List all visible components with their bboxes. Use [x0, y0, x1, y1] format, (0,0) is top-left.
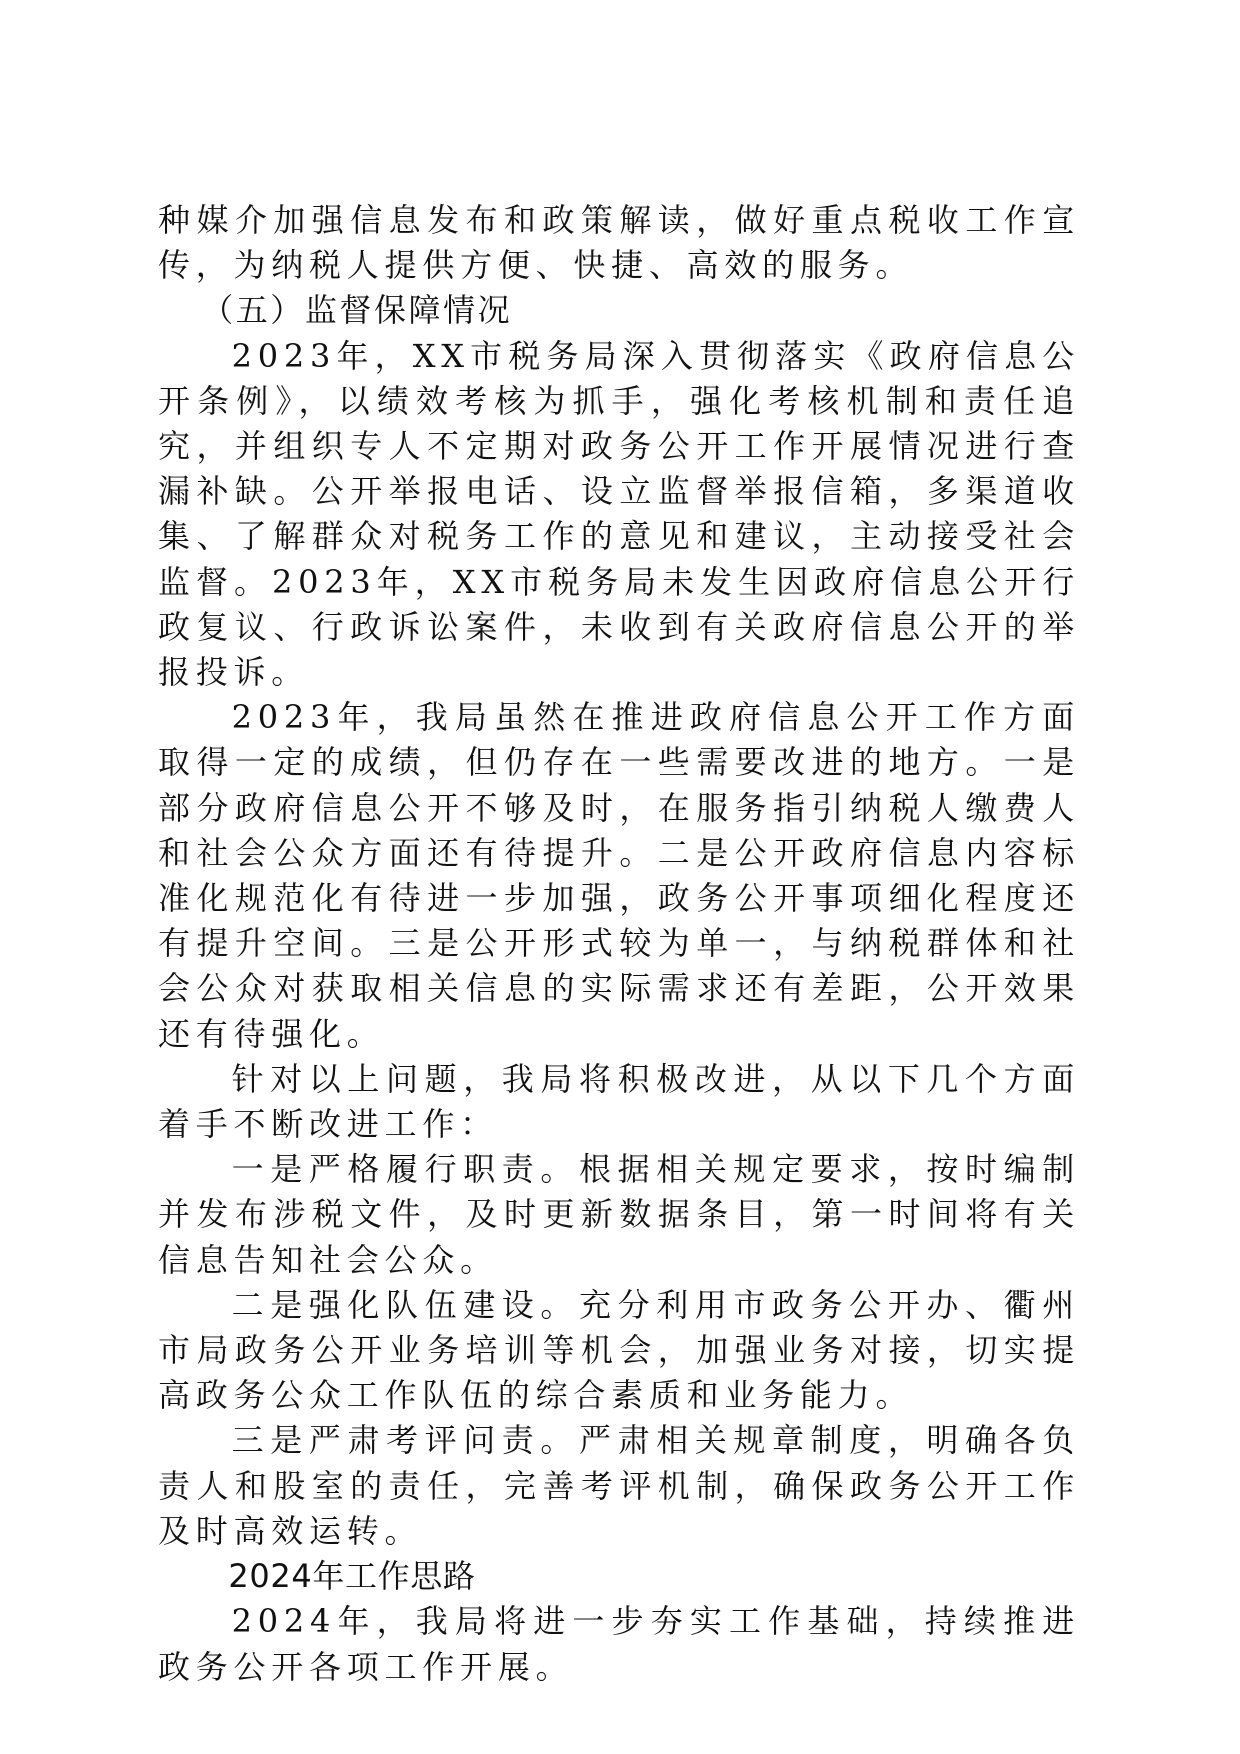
heading-supervision: （五）监督保障情况	[201, 291, 513, 330]
paragraph-intro-tail: 种媒介加强信息发布和政策解读，做好重点税收工作宣传，为纳税人提供方便、快捷、高效的服务。	[158, 201, 1080, 285]
document-page	[158, 198, 1080, 1690]
paragraph-problems: 2023年，我局虽然在推进政府信息公开工作方面取得一定的成绩，但仍存在一些需要改进的地方。一是部分政府信息公开不够及时，在服务指引纳税人缴费人和社会公众方面还有待提升。二是公开政府信息内容标准化规范化有待进一步加强，政务公开事项细化程度还有提升空间。三是公开形式较为单一，与纳税群体和社会公众对获取相关信息的实际需求还有差距，公开效果还有待强化。	[158, 698, 1080, 1053]
heading-2024-plan: 2024年工作思路	[228, 1557, 476, 1596]
paragraph-2024: 2024年，我局将进一步夯实工作基础，持续推进政务公开各项工作开展。	[158, 1602, 1080, 1686]
paragraph-measure-1: 一是严格履行职责。根据相关规定要求，按时编制并发布涉税文件，及时更新数据条目，第一时间将有关信息告知社会公众。	[158, 1150, 1080, 1279]
paragraph-measure-3: 三是严肃考评问责。严肃相关规章制度，明确各负责人和股室的责任，完善考评机制，确保政务公开工作及时高效运转。	[158, 1421, 1080, 1550]
paragraph-improve-intro: 针对以上问题，我局将积极改进，从以下几个方面着手不断改进工作：	[158, 1059, 1080, 1144]
paragraph-supervision: 2023年，XX市税务局深入贯彻落实《政府信息公开条例》，以绩效考核为抓手，强化考核机制和责任追究，并组织专人不定期对政务公开工作开展情况进行查漏补缺。公开举报电话、设立监督举报信箱，多渠道收集、了解群众对税务工作的意见和建议，主动接受社会监督。2023年，XX市税务局未发生因政府信息公开行政复议、行政诉讼案件，未收到有关政府信息公开的举报投诉。	[158, 336, 1080, 692]
paragraph-measure-2: 二是强化队伍建设。充分利用市政务公开办、衢州市局政务公开业务培训等机会，加强业务对接，切实提高政务公众工作队伍的综合素质和业务能力。	[158, 1285, 1080, 1415]
